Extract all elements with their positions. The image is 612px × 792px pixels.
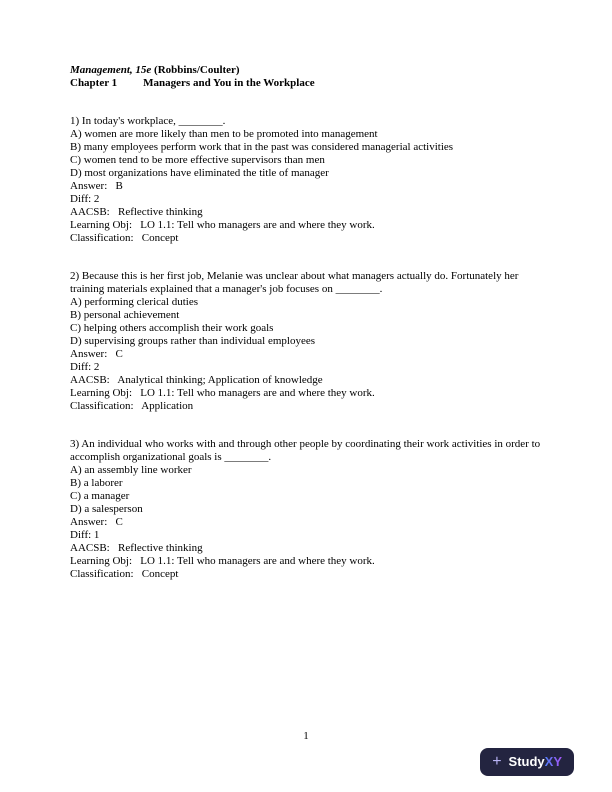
question-option-d: D) supervising groups rather than individual employees [70,335,316,347]
learning-obj-line: Learning Obj: LO 1.1: Tell who managers are and where they work. [70,555,375,567]
logo-text [509,753,562,771]
question-option-c: C) a manager [70,490,130,502]
question-option-c: C) women tend to be more effective supervisors than men [70,154,325,166]
question-block-1 [70,115,542,245]
logo-text-study: Study [508,754,545,769]
learning-obj-line: Learning Obj: LO 1.1: Tell who managers are and where they work. [70,219,375,231]
question-stem: 2) Because this is her first job, Melanie was unclear about what managers actually do. Fortunately her training materials explained that a manager's job focuses on ________. [70,270,522,295]
answer-line: Answer: C [70,516,123,528]
studyxy-logo [480,748,574,776]
diff-line: Diff: 2 [70,193,100,205]
question-option-a: A) women are more likely than men to be promoted into management [70,128,378,140]
classification-line: Classification: Application [70,400,194,412]
question-option-b: B) a laborer [70,477,123,489]
question-option-a: A) performing clerical duties [70,296,198,308]
answer-line: Answer: B [70,180,123,192]
question-option-a: A) an assembly line worker [70,464,192,476]
aacsb-line: AACSB: Reflective thinking [70,206,203,218]
document-header [70,64,542,90]
answer-line: Answer: C [70,348,123,360]
aacsb-line: AACSB: Reflective thinking [70,542,203,554]
question-block-2 [70,270,542,413]
plus-icon: + [492,753,502,770]
diff-line: Diff: 1 [70,529,100,541]
question-option-d: D) a salesperson [70,503,143,515]
book-title: Management, 15e [70,64,152,76]
classification-line: Classification: Concept [70,568,179,580]
chapter-label: Chapter 1 [70,77,118,89]
question-option-d: D) most organizations have eliminated the title of manager [70,167,329,179]
question-option-c: C) helping others accomplish their work goals [70,322,274,334]
question-option-b: B) many employees perform work that in the past was considered managerial activities [70,141,454,153]
question-stem: 1) In today's workplace, ________. [70,115,226,127]
book-title-line [70,64,542,77]
question-block-3 [70,438,542,581]
chapter-line [70,77,542,90]
book-authors: (Robbins/Coulter) [151,64,240,76]
question-option-b: B) personal achievement [70,309,180,321]
page-number: 1 [303,730,309,742]
aacsb-line: AACSB: Analytical thinking; Application of knowledge [70,374,323,386]
learning-obj-line: Learning Obj: LO 1.1: Tell who managers are and where they work. [70,387,375,399]
question-stem: 3) An individual who works with and through other people by coordinating their work activities in order to accomplish organizational goals is ________. [70,438,543,463]
classification-line: Classification: Concept [70,232,179,244]
chapter-title: Managers and You in the Workplace [143,77,315,89]
diff-line: Diff: 2 [70,361,100,373]
logo-text-xy: XY [544,754,562,769]
